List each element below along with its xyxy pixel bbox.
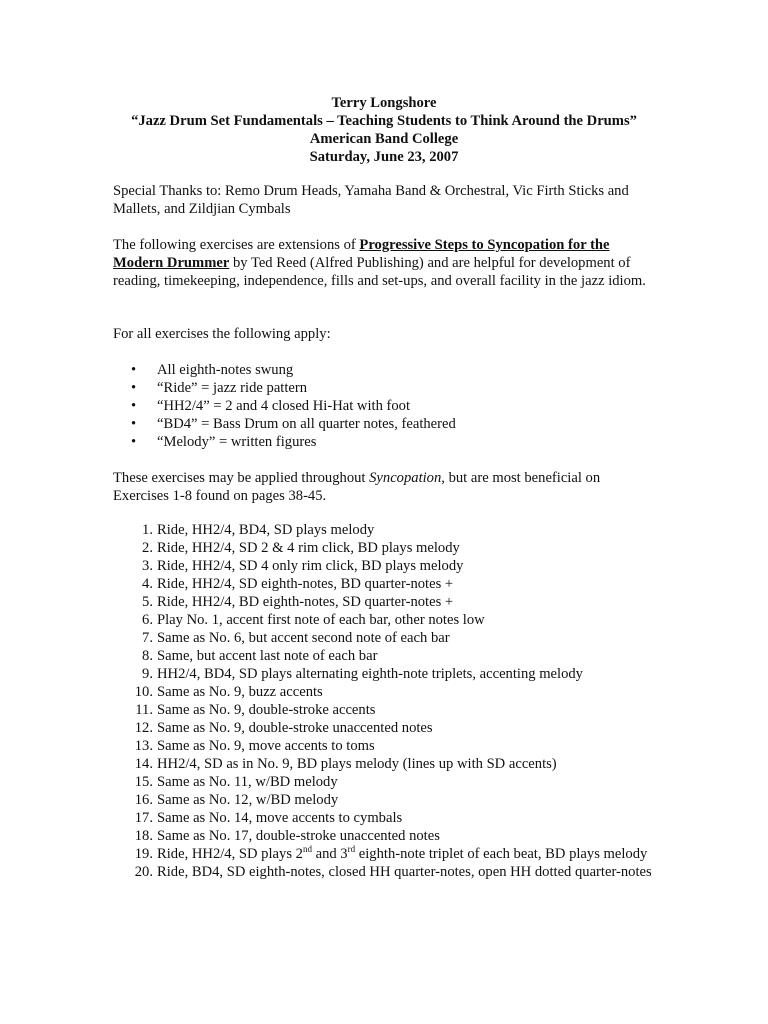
exercise-item: 12. Same as No. 9, double-stroke unaccented notes [134, 720, 433, 736]
exercise-item: 18. Same as No. 17, double-stroke unaccented notes [134, 828, 440, 844]
bullet-icon: • [131, 416, 137, 432]
exercise-item: 15. Same as No. 11, w/BD melody [134, 774, 338, 790]
list-item: • “Melody” = written figures [131, 434, 317, 450]
exercise-item: 7. Same as No. 6, but accent second note of each bar [142, 630, 450, 646]
exercise-item: 4. Ride, HH2/4, SD eighth-notes, BD quarter-notes + [142, 576, 454, 592]
exercise-item: 11. Same as No. 9, double-stroke accents [135, 702, 376, 718]
exercise-item: 3. Ride, HH2/4, SD 4 only rim click, BD plays melody [142, 558, 464, 574]
exercise-item: 10. Same as No. 9, buzz accents [134, 684, 323, 700]
list-item: • “BD4” = Bass Drum on all quarter notes, feathered [131, 416, 456, 432]
venue: American Band College [309, 131, 459, 147]
intro-text-after: by Ted Reed (Alfred Publishing) and are helpful for development of reading, timekeeping, independence, fills and set-ups, and overall facility in the jazz idiom. [113, 255, 646, 289]
bullet-icon: • [131, 362, 137, 378]
exercise-item: 9. HH2/4, BD4, SD plays alternating eighth-note triplets, accenting melody [142, 666, 583, 682]
list-item: • All eighth-notes swung [131, 362, 294, 378]
exercise-item: 14. HH2/4, SD as in No. 9, BD plays melody (lines up with SD accents) [134, 756, 557, 772]
exercise-item: 5. Ride, HH2/4, BD eighth-notes, SD quarter-notes + [142, 594, 454, 610]
exercise-item: 13. Same as No. 9, move accents to toms [134, 738, 375, 754]
date: Saturday, June 23, 2007 [309, 149, 459, 165]
exercise-item: 16. Same as No. 12, w/BD melody [134, 792, 339, 808]
applied-paragraph: These exercises may be applied throughout Syncopation, but are most beneficial on Exercises 1-8 found on pages 38-45. [113, 470, 601, 504]
exercise-item: 1. Ride, HH2/4, BD4, SD plays melody [142, 522, 375, 538]
exercise-item: 19. Ride, HH2/4, SD plays 2nd and 3rd eighth-note triplet of each beat, BD plays melody [134, 844, 648, 862]
book-title-link[interactable]: Progressive Steps to Syncopation for the Modern Drummer [113, 237, 610, 271]
list-item: • “Ride” = jazz ride pattern [131, 380, 308, 396]
session-title: “Jazz Drum Set Fundamentals – Teaching Students to Think Around the Drums” [131, 113, 637, 129]
bullet-icon: • [131, 380, 137, 396]
special-thanks-paragraph: Special Thanks to: Remo Drum Heads, Yamaha Band & Orchestral, Vic Firth Sticks and Mallets, and Zildjian Cymbals [113, 183, 629, 217]
book-title-italic: Syncopation [369, 470, 442, 486]
bullet-icon: • [131, 434, 137, 450]
document-header [0, 94, 768, 166]
exercise-list [113, 521, 658, 881]
exercise-item: 6. Play No. 1, accent first note of each bar, other notes low [142, 612, 485, 628]
exercise-item: 2. Ride, HH2/4, SD 2 & 4 rim click, BD plays melody [142, 540, 460, 556]
rules-list [113, 361, 658, 451]
exercise-item: 8. Same, but accent last note of each bar [142, 648, 378, 664]
exercise-item: 17. Same as No. 14, move accents to cymbals [134, 810, 403, 826]
author-name: Terry Longshore [331, 95, 437, 111]
bullet-icon: • [131, 398, 137, 414]
list-item: • “HH2/4” = 2 and 4 closed Hi-Hat with foot [131, 398, 411, 414]
intro-text-before: The following exercises are extensions of [113, 237, 360, 253]
intro-paragraph [113, 236, 658, 290]
apply-intro: For all exercises the following apply: [113, 326, 331, 342]
exercise-item: 20. Ride, BD4, SD eighth-notes, closed HH quarter-notes, open HH dotted quarter-notes [134, 864, 652, 880]
